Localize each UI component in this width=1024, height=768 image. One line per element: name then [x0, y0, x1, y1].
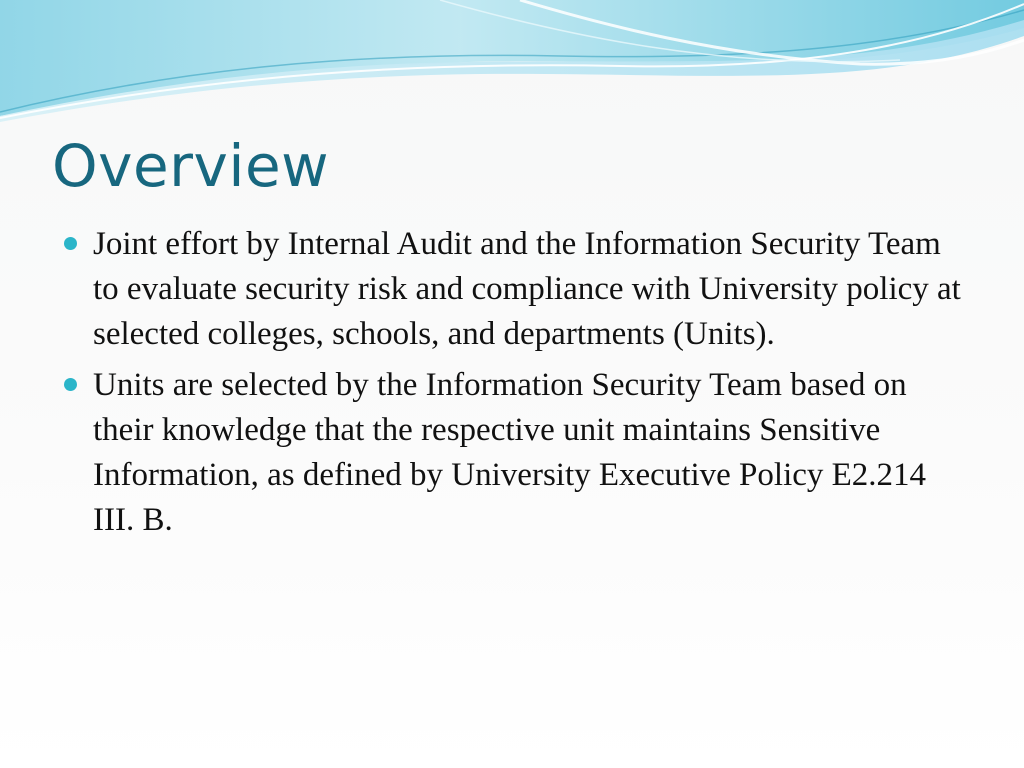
bullet-text: Units are selected by the Information Security Team based on their knowledge that the respective unit maintains Sensitive Information, as defined by University Executive Policy E2.214 III. B. — [93, 367, 927, 538]
slide-title: Overview — [52, 132, 330, 200]
bullet-dot-icon — [64, 237, 77, 250]
header-wave-decoration — [0, 0, 1024, 130]
bullet-dot-icon — [64, 378, 77, 391]
bullet-item — [62, 363, 967, 543]
bullet-item — [62, 222, 967, 357]
bullet-list — [62, 222, 967, 549]
bullet-text: Joint effort by Internal Audit and the Information Security Team to evaluate security risk and compliance with University policy at selected colleges, schools, and departments (Units). — [93, 226, 961, 352]
